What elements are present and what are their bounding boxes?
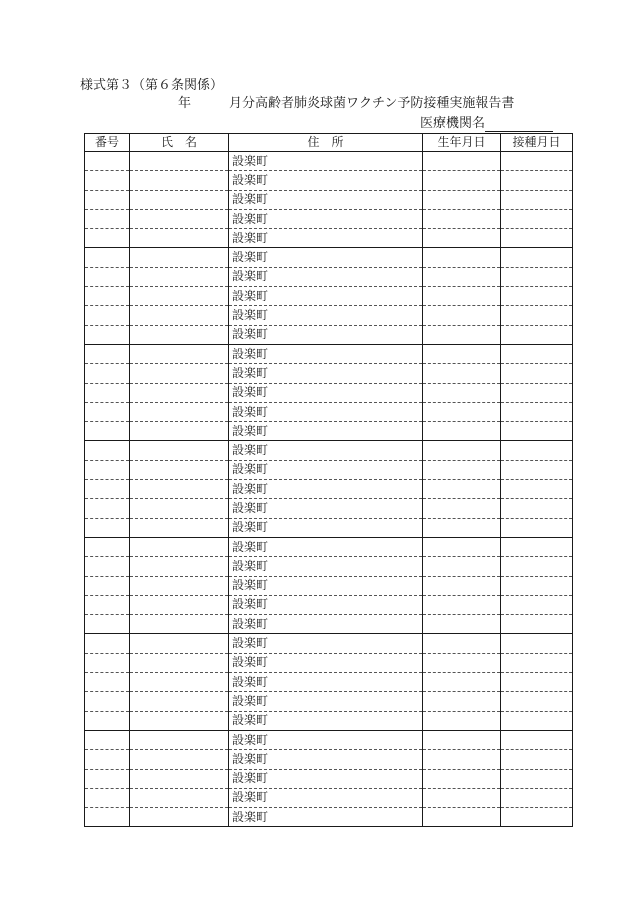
institution-blank-line[interactable] xyxy=(485,118,553,132)
vaccination-date-cell[interactable] xyxy=(501,788,573,807)
birthdate-cell[interactable] xyxy=(423,769,501,788)
vaccination-date-cell[interactable] xyxy=(501,344,573,363)
birthdate-cell[interactable] xyxy=(423,190,501,209)
name-cell[interactable] xyxy=(130,383,229,402)
birthdate-cell[interactable] xyxy=(423,692,501,711)
report-title xyxy=(178,96,514,112)
table-row xyxy=(85,152,573,171)
column-header-birthdate: 生年月日 xyxy=(423,134,501,152)
number-cell[interactable] xyxy=(85,383,130,402)
address-cell[interactable]: 設楽町 xyxy=(229,383,423,402)
name-cell[interactable] xyxy=(130,730,229,749)
name-cell[interactable] xyxy=(130,344,229,363)
table-row xyxy=(85,171,573,190)
birthdate-cell[interactable] xyxy=(423,306,501,325)
name-cell[interactable] xyxy=(130,769,229,788)
address-cell[interactable]: 設楽町 xyxy=(229,152,423,171)
vaccination-date-cell[interactable] xyxy=(501,711,573,730)
name-cell[interactable] xyxy=(130,634,229,653)
table-row xyxy=(85,383,573,402)
address-cell[interactable]: 設楽町 xyxy=(229,344,423,363)
address-cell[interactable]: 設楽町 xyxy=(229,576,423,595)
number-cell[interactable] xyxy=(85,537,130,556)
birthdate-cell[interactable] xyxy=(423,673,501,692)
table-row xyxy=(85,460,573,479)
table-row xyxy=(85,402,573,421)
vaccination-date-cell[interactable] xyxy=(501,422,573,441)
form-number-label: 様式第３（第６条関係） xyxy=(80,78,224,93)
table-row xyxy=(85,750,573,769)
birthdate-cell[interactable] xyxy=(423,344,501,363)
name-cell[interactable] xyxy=(130,595,229,614)
vaccination-date-cell[interactable] xyxy=(501,634,573,653)
table-row xyxy=(85,788,573,807)
birthdate-cell[interactable] xyxy=(423,229,501,248)
vaccination-date-cell[interactable] xyxy=(501,190,573,209)
birthdate-cell[interactable] xyxy=(423,518,501,537)
name-cell[interactable] xyxy=(130,460,229,479)
number-cell[interactable] xyxy=(85,692,130,711)
number-cell[interactable] xyxy=(85,480,130,499)
table-row xyxy=(85,248,573,267)
address-cell[interactable]: 設楽町 xyxy=(229,769,423,788)
vaccination-date-cell[interactable] xyxy=(501,460,573,479)
vaccination-date-cell[interactable] xyxy=(501,576,573,595)
name-cell[interactable] xyxy=(130,653,229,672)
table-header-row xyxy=(85,134,573,152)
number-cell[interactable] xyxy=(85,673,130,692)
vaccination-date-cell[interactable] xyxy=(501,750,573,769)
table-row xyxy=(85,557,573,576)
address-cell[interactable]: 設楽町 xyxy=(229,325,423,344)
table-row xyxy=(85,287,573,306)
address-cell[interactable]: 設楽町 xyxy=(229,480,423,499)
birthdate-cell[interactable] xyxy=(423,788,501,807)
address-cell[interactable]: 設楽町 xyxy=(229,634,423,653)
birthdate-cell[interactable] xyxy=(423,287,501,306)
name-cell[interactable] xyxy=(130,673,229,692)
address-cell[interactable]: 設楽町 xyxy=(229,441,423,460)
table-row xyxy=(85,653,573,672)
number-cell[interactable] xyxy=(85,615,130,634)
table-row xyxy=(85,499,573,518)
address-cell[interactable]: 設楽町 xyxy=(229,287,423,306)
birthdate-cell[interactable] xyxy=(423,171,501,190)
number-cell[interactable] xyxy=(85,711,130,730)
table-row xyxy=(85,267,573,286)
birthdate-cell[interactable] xyxy=(423,615,501,634)
vaccination-date-cell[interactable] xyxy=(501,518,573,537)
address-cell[interactable]: 設楽町 xyxy=(229,422,423,441)
name-cell[interactable] xyxy=(130,422,229,441)
number-cell[interactable] xyxy=(85,808,130,827)
number-cell[interactable] xyxy=(85,364,130,383)
institution-label: 医療機関名 xyxy=(420,116,486,131)
birthdate-cell[interactable] xyxy=(423,634,501,653)
name-cell[interactable] xyxy=(130,267,229,286)
title-year: 年 xyxy=(178,96,192,111)
name-cell[interactable] xyxy=(130,441,229,460)
name-cell[interactable] xyxy=(130,209,229,228)
vaccination-date-cell[interactable] xyxy=(501,306,573,325)
name-cell[interactable] xyxy=(130,808,229,827)
name-cell[interactable] xyxy=(130,576,229,595)
address-cell[interactable]: 設楽町 xyxy=(229,692,423,711)
address-cell[interactable]: 設楽町 xyxy=(229,171,423,190)
number-cell[interactable] xyxy=(85,402,130,421)
vaccination-date-cell[interactable] xyxy=(501,480,573,499)
number-cell[interactable] xyxy=(85,287,130,306)
number-cell[interactable] xyxy=(85,267,130,286)
number-cell[interactable] xyxy=(85,769,130,788)
vaccination-date-cell[interactable] xyxy=(501,229,573,248)
number-cell[interactable] xyxy=(85,499,130,518)
birthdate-cell[interactable] xyxy=(423,480,501,499)
address-cell[interactable]: 設楽町 xyxy=(229,229,423,248)
address-cell[interactable]: 設楽町 xyxy=(229,518,423,537)
table-row xyxy=(85,190,573,209)
birthdate-cell[interactable] xyxy=(423,209,501,228)
name-cell[interactable] xyxy=(130,402,229,421)
vaccination-date-cell[interactable] xyxy=(501,537,573,556)
name-cell[interactable] xyxy=(130,750,229,769)
table-row xyxy=(85,306,573,325)
vaccination-date-cell[interactable] xyxy=(501,171,573,190)
address-cell[interactable]: 設楽町 xyxy=(229,537,423,556)
birthdate-cell[interactable] xyxy=(423,557,501,576)
address-cell[interactable]: 設楽町 xyxy=(229,808,423,827)
number-cell[interactable] xyxy=(85,171,130,190)
table-row xyxy=(85,634,573,653)
address-cell[interactable]: 設楽町 xyxy=(229,557,423,576)
vaccination-date-cell[interactable] xyxy=(501,808,573,827)
number-cell[interactable] xyxy=(85,344,130,363)
birthdate-cell[interactable] xyxy=(423,711,501,730)
birthdate-cell[interactable] xyxy=(423,653,501,672)
name-cell[interactable] xyxy=(130,229,229,248)
birthdate-cell[interactable] xyxy=(423,152,501,171)
birthdate-cell[interactable] xyxy=(423,267,501,286)
table-row xyxy=(85,673,573,692)
column-header-address: 住 所 xyxy=(229,134,423,152)
number-cell[interactable] xyxy=(85,788,130,807)
vaccination-date-cell[interactable] xyxy=(501,248,573,267)
birthdate-cell[interactable] xyxy=(423,460,501,479)
vaccination-date-cell[interactable] xyxy=(501,653,573,672)
vaccination-date-cell[interactable] xyxy=(501,673,573,692)
name-cell[interactable] xyxy=(130,152,229,171)
name-cell[interactable] xyxy=(130,557,229,576)
address-cell[interactable]: 設楽町 xyxy=(229,267,423,286)
birthdate-cell[interactable] xyxy=(423,325,501,344)
table-row xyxy=(85,229,573,248)
vaccination-date-cell[interactable] xyxy=(501,383,573,402)
table-row xyxy=(85,441,573,460)
name-cell[interactable] xyxy=(130,692,229,711)
number-cell[interactable] xyxy=(85,209,130,228)
address-cell[interactable]: 設楽町 xyxy=(229,460,423,479)
table-row xyxy=(85,364,573,383)
address-cell[interactable]: 設楽町 xyxy=(229,615,423,634)
number-cell[interactable] xyxy=(85,634,130,653)
vaccination-date-cell[interactable] xyxy=(501,769,573,788)
column-header-vaccination-date: 接種月日 xyxy=(501,134,573,152)
title-text: 月分高齢者肺炎球菌ワクチン予防接種実施報告書 xyxy=(229,96,515,111)
address-cell[interactable]: 設楽町 xyxy=(229,653,423,672)
address-cell[interactable]: 設楽町 xyxy=(229,711,423,730)
vaccination-date-cell[interactable] xyxy=(501,325,573,344)
number-cell[interactable] xyxy=(85,422,130,441)
number-cell[interactable] xyxy=(85,325,130,344)
name-cell[interactable] xyxy=(130,306,229,325)
birthdate-cell[interactable] xyxy=(423,730,501,749)
birthdate-cell[interactable] xyxy=(423,248,501,267)
address-cell[interactable]: 設楽町 xyxy=(229,750,423,769)
number-cell[interactable] xyxy=(85,653,130,672)
table-row xyxy=(85,692,573,711)
address-cell[interactable]: 設楽町 xyxy=(229,306,423,325)
table-row xyxy=(85,422,573,441)
vaccination-date-cell[interactable] xyxy=(501,595,573,614)
birthdate-cell[interactable] xyxy=(423,402,501,421)
report-table xyxy=(84,133,573,827)
table-row xyxy=(85,808,573,827)
vaccination-date-cell[interactable] xyxy=(501,267,573,286)
vaccination-date-cell[interactable] xyxy=(501,692,573,711)
number-cell[interactable] xyxy=(85,518,130,537)
table-row xyxy=(85,537,573,556)
vaccination-date-cell[interactable] xyxy=(501,499,573,518)
birthdate-cell[interactable] xyxy=(423,422,501,441)
birthdate-cell[interactable] xyxy=(423,441,501,460)
vaccination-date-cell[interactable] xyxy=(501,557,573,576)
number-cell[interactable] xyxy=(85,248,130,267)
name-cell[interactable] xyxy=(130,190,229,209)
address-cell[interactable]: 設楽町 xyxy=(229,190,423,209)
address-cell[interactable]: 設楽町 xyxy=(229,209,423,228)
vaccination-date-cell[interactable] xyxy=(501,287,573,306)
number-cell[interactable] xyxy=(85,460,130,479)
number-cell[interactable] xyxy=(85,190,130,209)
vaccination-date-cell[interactable] xyxy=(501,441,573,460)
table-row xyxy=(85,576,573,595)
name-cell[interactable] xyxy=(130,171,229,190)
vaccination-date-cell[interactable] xyxy=(501,730,573,749)
vaccination-date-cell[interactable] xyxy=(501,364,573,383)
number-cell[interactable] xyxy=(85,576,130,595)
table-row xyxy=(85,595,573,614)
number-cell[interactable] xyxy=(85,229,130,248)
birthdate-cell[interactable] xyxy=(423,364,501,383)
table-row xyxy=(85,518,573,537)
address-cell[interactable]: 設楽町 xyxy=(229,364,423,383)
name-cell[interactable] xyxy=(130,711,229,730)
name-cell[interactable] xyxy=(130,480,229,499)
table-row xyxy=(85,325,573,344)
vaccination-date-cell[interactable] xyxy=(501,615,573,634)
table-row xyxy=(85,615,573,634)
table-row xyxy=(85,209,573,228)
name-cell[interactable] xyxy=(130,788,229,807)
name-cell[interactable] xyxy=(130,325,229,344)
vaccination-date-cell[interactable] xyxy=(501,402,573,421)
address-cell[interactable]: 設楽町 xyxy=(229,499,423,518)
number-cell[interactable] xyxy=(85,557,130,576)
column-header-name: 氏 名 xyxy=(130,134,229,152)
column-header-number: 番号 xyxy=(85,134,130,152)
name-cell[interactable] xyxy=(130,518,229,537)
table-body xyxy=(85,152,573,827)
birthdate-cell[interactable] xyxy=(423,499,501,518)
number-cell[interactable] xyxy=(85,730,130,749)
vaccination-date-cell[interactable] xyxy=(501,152,573,171)
birthdate-cell[interactable] xyxy=(423,808,501,827)
name-cell[interactable] xyxy=(130,248,229,267)
table-row xyxy=(85,344,573,363)
birthdate-cell[interactable] xyxy=(423,595,501,614)
table-row xyxy=(85,711,573,730)
address-cell[interactable]: 設楽町 xyxy=(229,788,423,807)
number-cell[interactable] xyxy=(85,306,130,325)
name-cell[interactable] xyxy=(130,287,229,306)
address-cell[interactable]: 設楽町 xyxy=(229,595,423,614)
name-cell[interactable] xyxy=(130,364,229,383)
table-row xyxy=(85,730,573,749)
address-cell[interactable]: 設楽町 xyxy=(229,248,423,267)
vaccination-date-cell[interactable] xyxy=(501,209,573,228)
institution-name-field xyxy=(420,116,553,132)
number-cell[interactable] xyxy=(85,441,130,460)
address-cell[interactable]: 設楽町 xyxy=(229,673,423,692)
address-cell[interactable]: 設楽町 xyxy=(229,402,423,421)
birthdate-cell[interactable] xyxy=(423,537,501,556)
number-cell[interactable] xyxy=(85,152,130,171)
table-row xyxy=(85,769,573,788)
name-cell[interactable] xyxy=(130,537,229,556)
name-cell[interactable] xyxy=(130,499,229,518)
number-cell[interactable] xyxy=(85,750,130,769)
birthdate-cell[interactable] xyxy=(423,750,501,769)
birthdate-cell[interactable] xyxy=(423,576,501,595)
address-cell[interactable]: 設楽町 xyxy=(229,730,423,749)
name-cell[interactable] xyxy=(130,615,229,634)
number-cell[interactable] xyxy=(85,595,130,614)
table-row xyxy=(85,480,573,499)
birthdate-cell[interactable] xyxy=(423,383,501,402)
